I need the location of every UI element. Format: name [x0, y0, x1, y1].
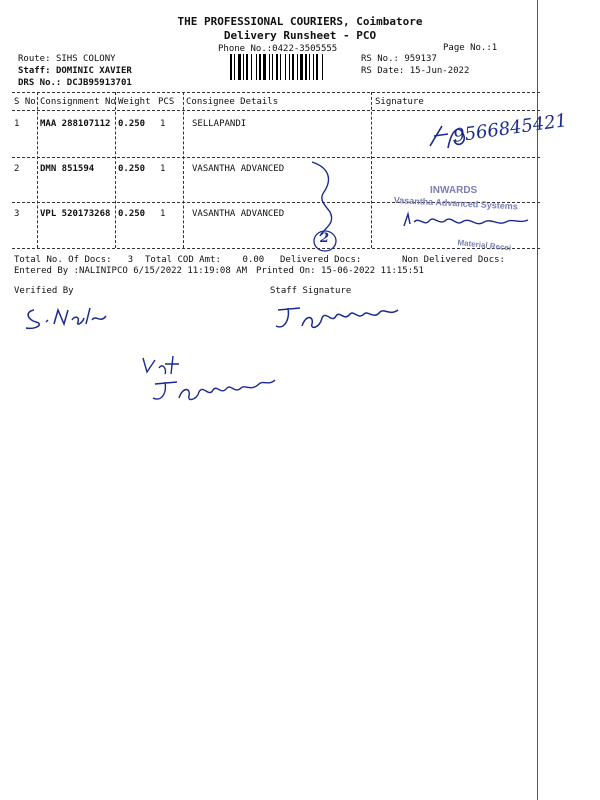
drs-row — [18, 78, 132, 88]
col-divider-sno — [37, 92, 38, 248]
row-consignee: VASANTHA ADVANCED — [192, 164, 285, 174]
row-consignment: DMN 851594 — [40, 164, 95, 174]
non-delivered-docs: Non Delivered Docs: — [402, 255, 505, 265]
row-3-receiver-signature — [400, 210, 535, 236]
rs-date: RS Date: 15-Jun-2022 — [361, 66, 470, 76]
company-title: THE PROFESSIONAL COURIERS, Coimbatore — [177, 15, 423, 28]
row-consignment: VPL 520173268 — [40, 209, 111, 219]
row-weight: 0.250 — [118, 119, 146, 129]
row-consignee: SELLAPANDI — [192, 119, 247, 129]
phone-number: Phone No.:0422-3505555 — [218, 44, 338, 54]
header-consignment: Consignment No — [40, 97, 116, 107]
total-cod: Total COD Amt: 0.00 — [145, 255, 265, 265]
col-divider-pcs — [183, 92, 184, 248]
stamp-material-received: Material Recei — [457, 238, 512, 253]
staff-signature-mark — [270, 298, 410, 338]
header-signature: Signature — [375, 97, 424, 107]
row-consignment: MAA 288107112 — [40, 119, 111, 129]
row-weight: 0.250 — [118, 209, 146, 219]
staff-signature-label: Staff Signature — [270, 286, 352, 296]
runsheet-subtitle: Delivery Runsheet - PCO — [223, 29, 377, 42]
staff-label: Staff: — [18, 66, 51, 76]
row-weight: 0.250 — [118, 164, 146, 174]
printed-on: Printed On: 15-06-2022 11:15:51 — [256, 266, 424, 276]
row-1-handwritten-phone: 9566845421 — [452, 110, 569, 147]
table-top-rule — [12, 92, 540, 93]
staff-value: DOMINIC XAVIER — [55, 66, 132, 76]
col-divider-consignee — [371, 92, 372, 248]
route-row — [18, 54, 116, 64]
entered-by: Entered By :NALINIPCO 6/15/2022 11:19:08 AM — [14, 266, 247, 276]
row-sno: 2 — [14, 164, 20, 174]
header-weight: Weight — [118, 97, 151, 107]
extra-handwritten-signature — [135, 350, 285, 410]
header-sno: S No — [14, 97, 36, 107]
route-label: Route: — [18, 54, 51, 64]
row-consignee: VASANTHA ADVANCED — [192, 209, 285, 219]
header-consignee: Consignee Details — [186, 97, 279, 107]
table-header-rule — [12, 110, 540, 111]
drs-label: DRS No.: — [18, 78, 62, 88]
stamp-inwards: INWARDS — [430, 185, 478, 196]
header-pcs: PCS — [158, 97, 175, 107]
stamp-company: Vasantha Advanced Systems — [393, 195, 519, 212]
total-docs: Total No. Of Docs: 3 — [14, 255, 134, 265]
delivered-docs: Delivered Docs: — [280, 255, 362, 265]
row-sno: 3 — [14, 209, 20, 219]
row-pcs: 1 — [160, 209, 166, 219]
row-pcs: 1 — [160, 119, 166, 129]
table-bottom-rule — [12, 248, 540, 249]
col-divider-consignment — [115, 92, 116, 248]
circled-count-value: 2 — [320, 231, 330, 246]
rs-number: RS No.: 959137 — [361, 54, 437, 64]
page-number: Page No.:1 — [443, 43, 498, 53]
verified-by-signature — [20, 300, 120, 335]
staff-row — [18, 66, 132, 76]
verified-by-label: Verified By — [14, 286, 74, 296]
row-pcs: 1 — [160, 164, 166, 174]
row-sno: 1 — [14, 119, 20, 129]
route-value: SIHS COLONY — [55, 54, 116, 64]
drs-value: DCJB95913701 — [66, 78, 132, 88]
barcode — [230, 54, 350, 82]
